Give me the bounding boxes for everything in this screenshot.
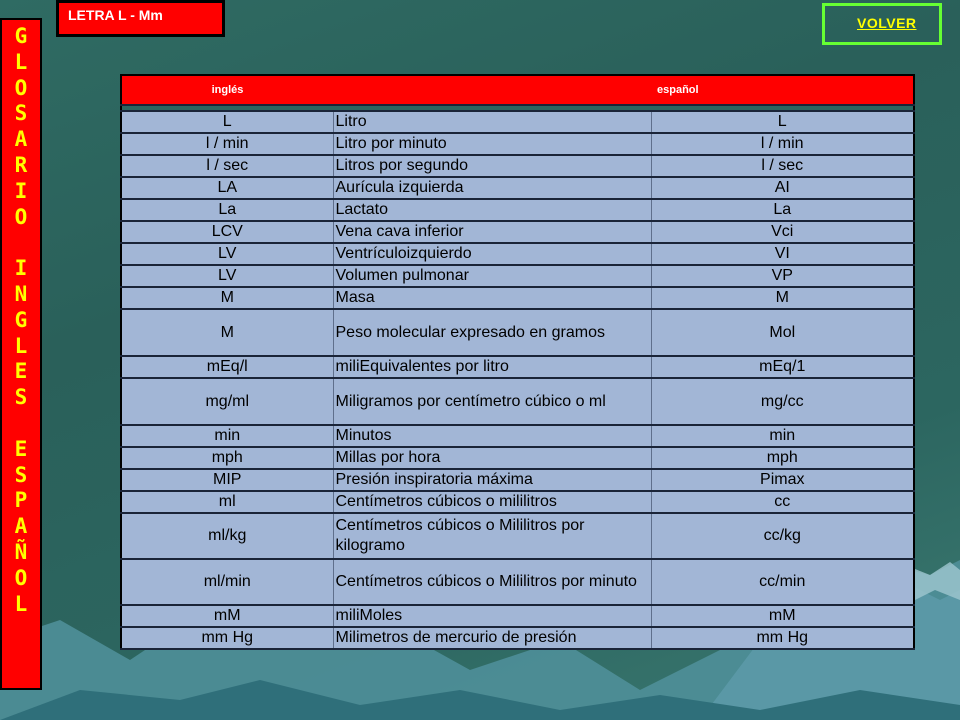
volver-button[interactable]: VOLVER xyxy=(822,3,942,45)
sidebar-letter: L xyxy=(14,591,28,616)
term-spanish-cell: cc xyxy=(651,491,914,513)
term-spanish-cell: M xyxy=(651,287,914,309)
term-definition-cell: Centímetros cúbicos o Mililitros por kilogramo xyxy=(333,513,651,559)
term-english-cell: LA xyxy=(121,177,333,199)
table-row xyxy=(121,199,914,221)
sidebar-letter: S xyxy=(14,462,28,487)
term-english-cell: l / min xyxy=(121,133,333,155)
table-row xyxy=(121,469,914,491)
term-english-cell: l / sec xyxy=(121,155,333,177)
table-row xyxy=(121,309,914,356)
table-row xyxy=(121,155,914,177)
term-english-cell: ml xyxy=(121,491,333,513)
term-definition-cell: Milimetros de mercurio de presión xyxy=(333,627,651,649)
term-english-cell: LV xyxy=(121,243,333,265)
table-row xyxy=(121,287,914,309)
term-english-cell: LCV xyxy=(121,221,333,243)
term-english-cell: mg/ml xyxy=(121,378,333,425)
term-english-cell: LV xyxy=(121,265,333,287)
term-definition-cell: Masa xyxy=(333,287,651,309)
sidebar-letter: O xyxy=(14,204,28,229)
table-row xyxy=(121,447,914,469)
term-english-cell: ml/kg xyxy=(121,513,333,559)
term-english-cell: min xyxy=(121,425,333,447)
sidebar-letter: G xyxy=(14,307,28,332)
term-english-cell: M xyxy=(121,309,333,356)
sidebar-letter: S xyxy=(14,385,28,410)
sidebar-letter: E xyxy=(14,359,28,384)
sidebar-letter: N xyxy=(14,281,28,306)
term-english-cell: mph xyxy=(121,447,333,469)
term-spanish-cell: VI xyxy=(651,243,914,265)
term-spanish-cell: mM xyxy=(651,605,914,627)
table-header-row xyxy=(121,75,914,105)
term-definition-cell: miliEquivalentes por litro xyxy=(333,356,651,378)
sidebar-letter: A xyxy=(14,514,28,539)
term-spanish-cell: mph xyxy=(651,447,914,469)
term-spanish-cell: l / min xyxy=(651,133,914,155)
sidebar-title-glosario-ingles-espanol xyxy=(0,18,42,690)
term-definition-cell: Litro xyxy=(333,111,651,133)
term-english-cell: ml/min xyxy=(121,559,333,605)
sidebar-letter: A xyxy=(14,127,28,152)
sidebar-letter xyxy=(2,230,40,256)
term-definition-cell: Litro por minuto xyxy=(333,133,651,155)
table-row xyxy=(121,627,914,649)
term-spanish-cell: mEq/1 xyxy=(651,356,914,378)
term-spanish-cell: min xyxy=(651,425,914,447)
term-english-cell: mM xyxy=(121,605,333,627)
term-spanish-cell: VP xyxy=(651,265,914,287)
term-definition-cell: Lactato xyxy=(333,199,651,221)
term-spanish-cell: AI xyxy=(651,177,914,199)
table-row xyxy=(121,513,914,559)
header-definition xyxy=(333,75,651,105)
term-definition-cell: Millas por hora xyxy=(333,447,651,469)
term-spanish-cell: La xyxy=(651,199,914,221)
term-english-cell: M xyxy=(121,287,333,309)
sidebar-letter: O xyxy=(14,565,28,590)
sidebar-letter: L xyxy=(14,49,28,74)
table-row xyxy=(121,111,914,133)
term-spanish-cell: Vci xyxy=(651,221,914,243)
term-spanish-cell: cc/kg xyxy=(651,513,914,559)
sidebar-letter: S xyxy=(14,101,28,126)
sidebar-letter: I xyxy=(14,256,28,281)
sidebar-letter xyxy=(2,411,40,437)
table-row xyxy=(121,243,914,265)
term-english-cell: L xyxy=(121,111,333,133)
term-english-cell: MIP xyxy=(121,469,333,491)
header-ingles: inglés xyxy=(121,75,333,105)
table-row xyxy=(121,133,914,155)
table-row xyxy=(121,559,914,605)
table-row xyxy=(121,425,914,447)
sidebar-letter: I xyxy=(14,178,28,203)
table-row xyxy=(121,605,914,627)
sidebar-letter: R xyxy=(14,152,28,177)
term-definition-cell: Minutos xyxy=(333,425,651,447)
term-spanish-cell: Pimax xyxy=(651,469,914,491)
term-english-cell: La xyxy=(121,199,333,221)
term-definition-cell: Presión inspiratoria máxima xyxy=(333,469,651,491)
term-definition-cell: Miligramos por centímetro cúbico o ml xyxy=(333,378,651,425)
table-row xyxy=(121,491,914,513)
table-row xyxy=(121,265,914,287)
term-spanish-cell: mg/cc xyxy=(651,378,914,425)
term-spanish-cell: cc/min xyxy=(651,559,914,605)
term-definition-cell: Litros por segundo xyxy=(333,155,651,177)
table-row xyxy=(121,221,914,243)
table-row xyxy=(121,356,914,378)
term-definition-cell: Volumen pulmonar xyxy=(333,265,651,287)
sidebar-letter: E xyxy=(14,436,28,461)
letter-section-label: LETRA L - Mm xyxy=(56,0,225,37)
term-spanish-cell: L xyxy=(651,111,914,133)
term-definition-cell: Aurícula izquierda xyxy=(333,177,651,199)
term-definition-cell: miliMoles xyxy=(333,605,651,627)
table-row xyxy=(121,177,914,199)
sidebar-letter: P xyxy=(14,488,28,513)
term-english-cell: mEq/l xyxy=(121,356,333,378)
sidebar-letter: O xyxy=(14,75,28,100)
term-spanish-cell: Mol xyxy=(651,309,914,356)
sidebar-letter: Ñ xyxy=(14,539,28,564)
glossary-table xyxy=(120,74,915,650)
term-english-cell: mm Hg xyxy=(121,627,333,649)
sidebar-letter: G xyxy=(14,24,28,48)
header-espanol: español xyxy=(651,75,914,105)
term-definition-cell: Ventrículoizquierdo xyxy=(333,243,651,265)
term-spanish-cell: mm Hg xyxy=(651,627,914,649)
term-definition-cell: Peso molecular expresado en gramos xyxy=(333,309,651,356)
term-spanish-cell: l / sec xyxy=(651,155,914,177)
term-definition-cell: Vena cava inferior xyxy=(333,221,651,243)
term-definition-cell: Centímetros cúbicos o mililitros xyxy=(333,491,651,513)
sidebar-letter: L xyxy=(14,333,28,358)
table-row xyxy=(121,378,914,425)
term-definition-cell: Centímetros cúbicos o Mililitros por minuto xyxy=(333,559,651,605)
